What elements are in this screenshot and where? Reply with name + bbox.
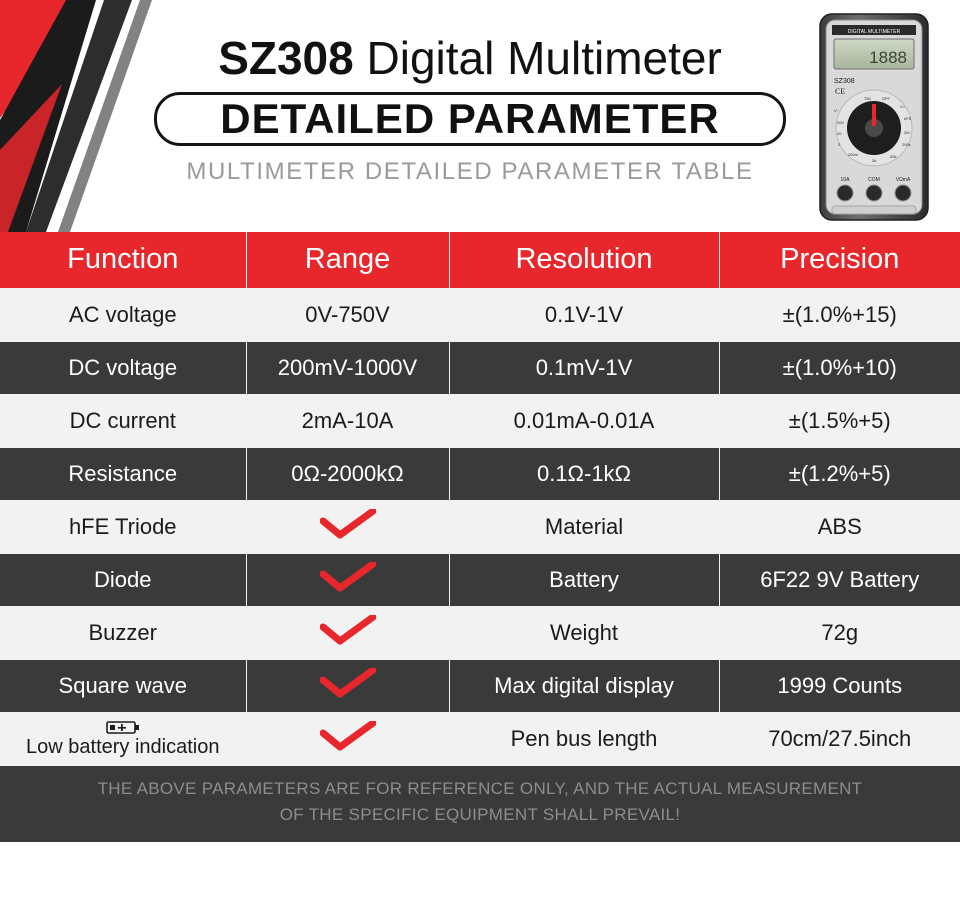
cell-text: 0Ω-2000kΩ	[246, 447, 449, 500]
multimeter-image	[804, 8, 944, 226]
parameter-table	[0, 232, 960, 766]
cell-text: Pen bus length	[449, 712, 719, 765]
table-row	[0, 341, 960, 394]
table-row	[0, 712, 960, 765]
table-row	[0, 553, 960, 606]
banner-box	[154, 92, 786, 146]
footnote-line-1: THE ABOVE PARAMETERS ARE FOR REFERENCE ONLY, AND THE ACTUAL MEASUREMENT	[97, 778, 863, 798]
page-subtitle: MULTIMETER DETAILED PARAMETER TABLE	[186, 158, 754, 185]
cell-text: 6F22 9V Battery	[719, 553, 960, 606]
cell-text: AC voltage	[0, 288, 246, 341]
page-header	[0, 0, 960, 232]
svg-text:200k: 200k	[902, 142, 911, 147]
cell-text: ABS	[719, 500, 960, 553]
table-body	[0, 288, 960, 765]
multimeter-illustration	[804, 8, 944, 226]
table-row	[0, 288, 960, 341]
cell-text: 0.1Ω-1kΩ	[449, 447, 719, 500]
table-row	[0, 606, 960, 659]
cell-text: Diode	[0, 553, 246, 606]
svg-text:200: 200	[837, 120, 844, 125]
svg-text:OFF: OFF	[882, 96, 890, 101]
cell-text: Material	[449, 500, 719, 553]
check-icon	[320, 509, 376, 539]
cell-text: DC current	[0, 394, 246, 447]
bottom-filler	[0, 842, 960, 920]
cell-text: ±(1.0%+10)	[719, 341, 960, 394]
svg-text:2M: 2M	[904, 130, 910, 135]
cell-text: 70cm/27.5inch	[719, 712, 960, 765]
check-icon	[320, 615, 376, 645]
column-header-precision: Precision	[719, 232, 960, 288]
cell-text: DC voltage	[0, 341, 246, 394]
check-icon	[320, 721, 376, 751]
footnote	[0, 766, 960, 842]
cell-text: ±(1.5%+5)	[719, 394, 960, 447]
cell-low-battery-indication	[0, 712, 246, 765]
cell-check	[246, 712, 449, 765]
cell-text: 0.1mV-1V	[449, 341, 719, 394]
banner-title: DETAILED PARAMETER	[220, 95, 720, 142]
cell-check	[246, 659, 449, 712]
cell-check	[246, 500, 449, 553]
svg-text:V~: V~	[834, 108, 840, 113]
svg-text:20: 20	[837, 131, 842, 136]
product-name: Digital Multimeter	[366, 32, 722, 84]
cell-text: Resistance	[0, 447, 246, 500]
title-block	[150, 30, 790, 186]
column-header-range: Range	[246, 232, 449, 288]
cell-text: hFE Triode	[0, 500, 246, 553]
svg-text:hFE: hFE	[904, 116, 912, 121]
svg-text:2: 2	[838, 142, 841, 147]
cell-text: Buzzer	[0, 606, 246, 659]
footnote-line-2: OF THE SPECIFIC EQUIPMENT SHALL PREVAIL!	[279, 804, 681, 824]
table-row	[0, 659, 960, 712]
svg-text:750: 750	[864, 96, 871, 101]
check-icon	[320, 562, 376, 592]
cell-text: 2mA-10A	[246, 394, 449, 447]
cell-text: 200mV-1000V	[246, 341, 449, 394]
cell-text: Low battery indication	[26, 735, 220, 758]
page-title	[150, 30, 790, 86]
cell-check	[246, 553, 449, 606]
svg-text:SZ308: SZ308	[834, 78, 855, 85]
cell-check	[246, 606, 449, 659]
product-model: SZ308	[218, 32, 354, 84]
svg-text:CE: CE	[835, 87, 846, 96]
cell-text: Square wave	[0, 659, 246, 712]
table-header-row	[0, 232, 960, 288]
cell-text: ±(1.2%+5)	[719, 447, 960, 500]
cell-text: Max digital display	[449, 659, 719, 712]
check-icon	[320, 668, 376, 698]
svg-text:10A: 10A	[840, 177, 850, 183]
cell-text: 1999 Counts	[719, 659, 960, 712]
table-row	[0, 500, 960, 553]
cell-text: Weight	[449, 606, 719, 659]
cell-text: 0.01mA-0.01A	[449, 394, 719, 447]
cell-text: Battery	[449, 553, 719, 606]
column-header-function: Function	[0, 232, 246, 288]
svg-text:2k: 2k	[872, 158, 877, 163]
table-row	[0, 394, 960, 447]
cell-text: 0.1V-1V	[449, 288, 719, 341]
svg-text:20k: 20k	[890, 154, 897, 159]
svg-text:VΩmA: VΩmA	[895, 177, 911, 183]
svg-text:1888: 1888	[869, 48, 907, 67]
battery-icon	[106, 719, 140, 735]
column-header-resolution: Resolution	[449, 232, 719, 288]
svg-text:COM: COM	[868, 177, 880, 183]
svg-text:V=: V=	[900, 104, 906, 109]
cell-text: ±(1.0%+15)	[719, 288, 960, 341]
cell-text: 0V-750V	[246, 288, 449, 341]
svg-text:200m: 200m	[848, 152, 859, 157]
table-row	[0, 447, 960, 500]
svg-text:DIGITAL MULTIMETER: DIGITAL MULTIMETER	[847, 29, 901, 35]
cell-text: 72g	[719, 606, 960, 659]
